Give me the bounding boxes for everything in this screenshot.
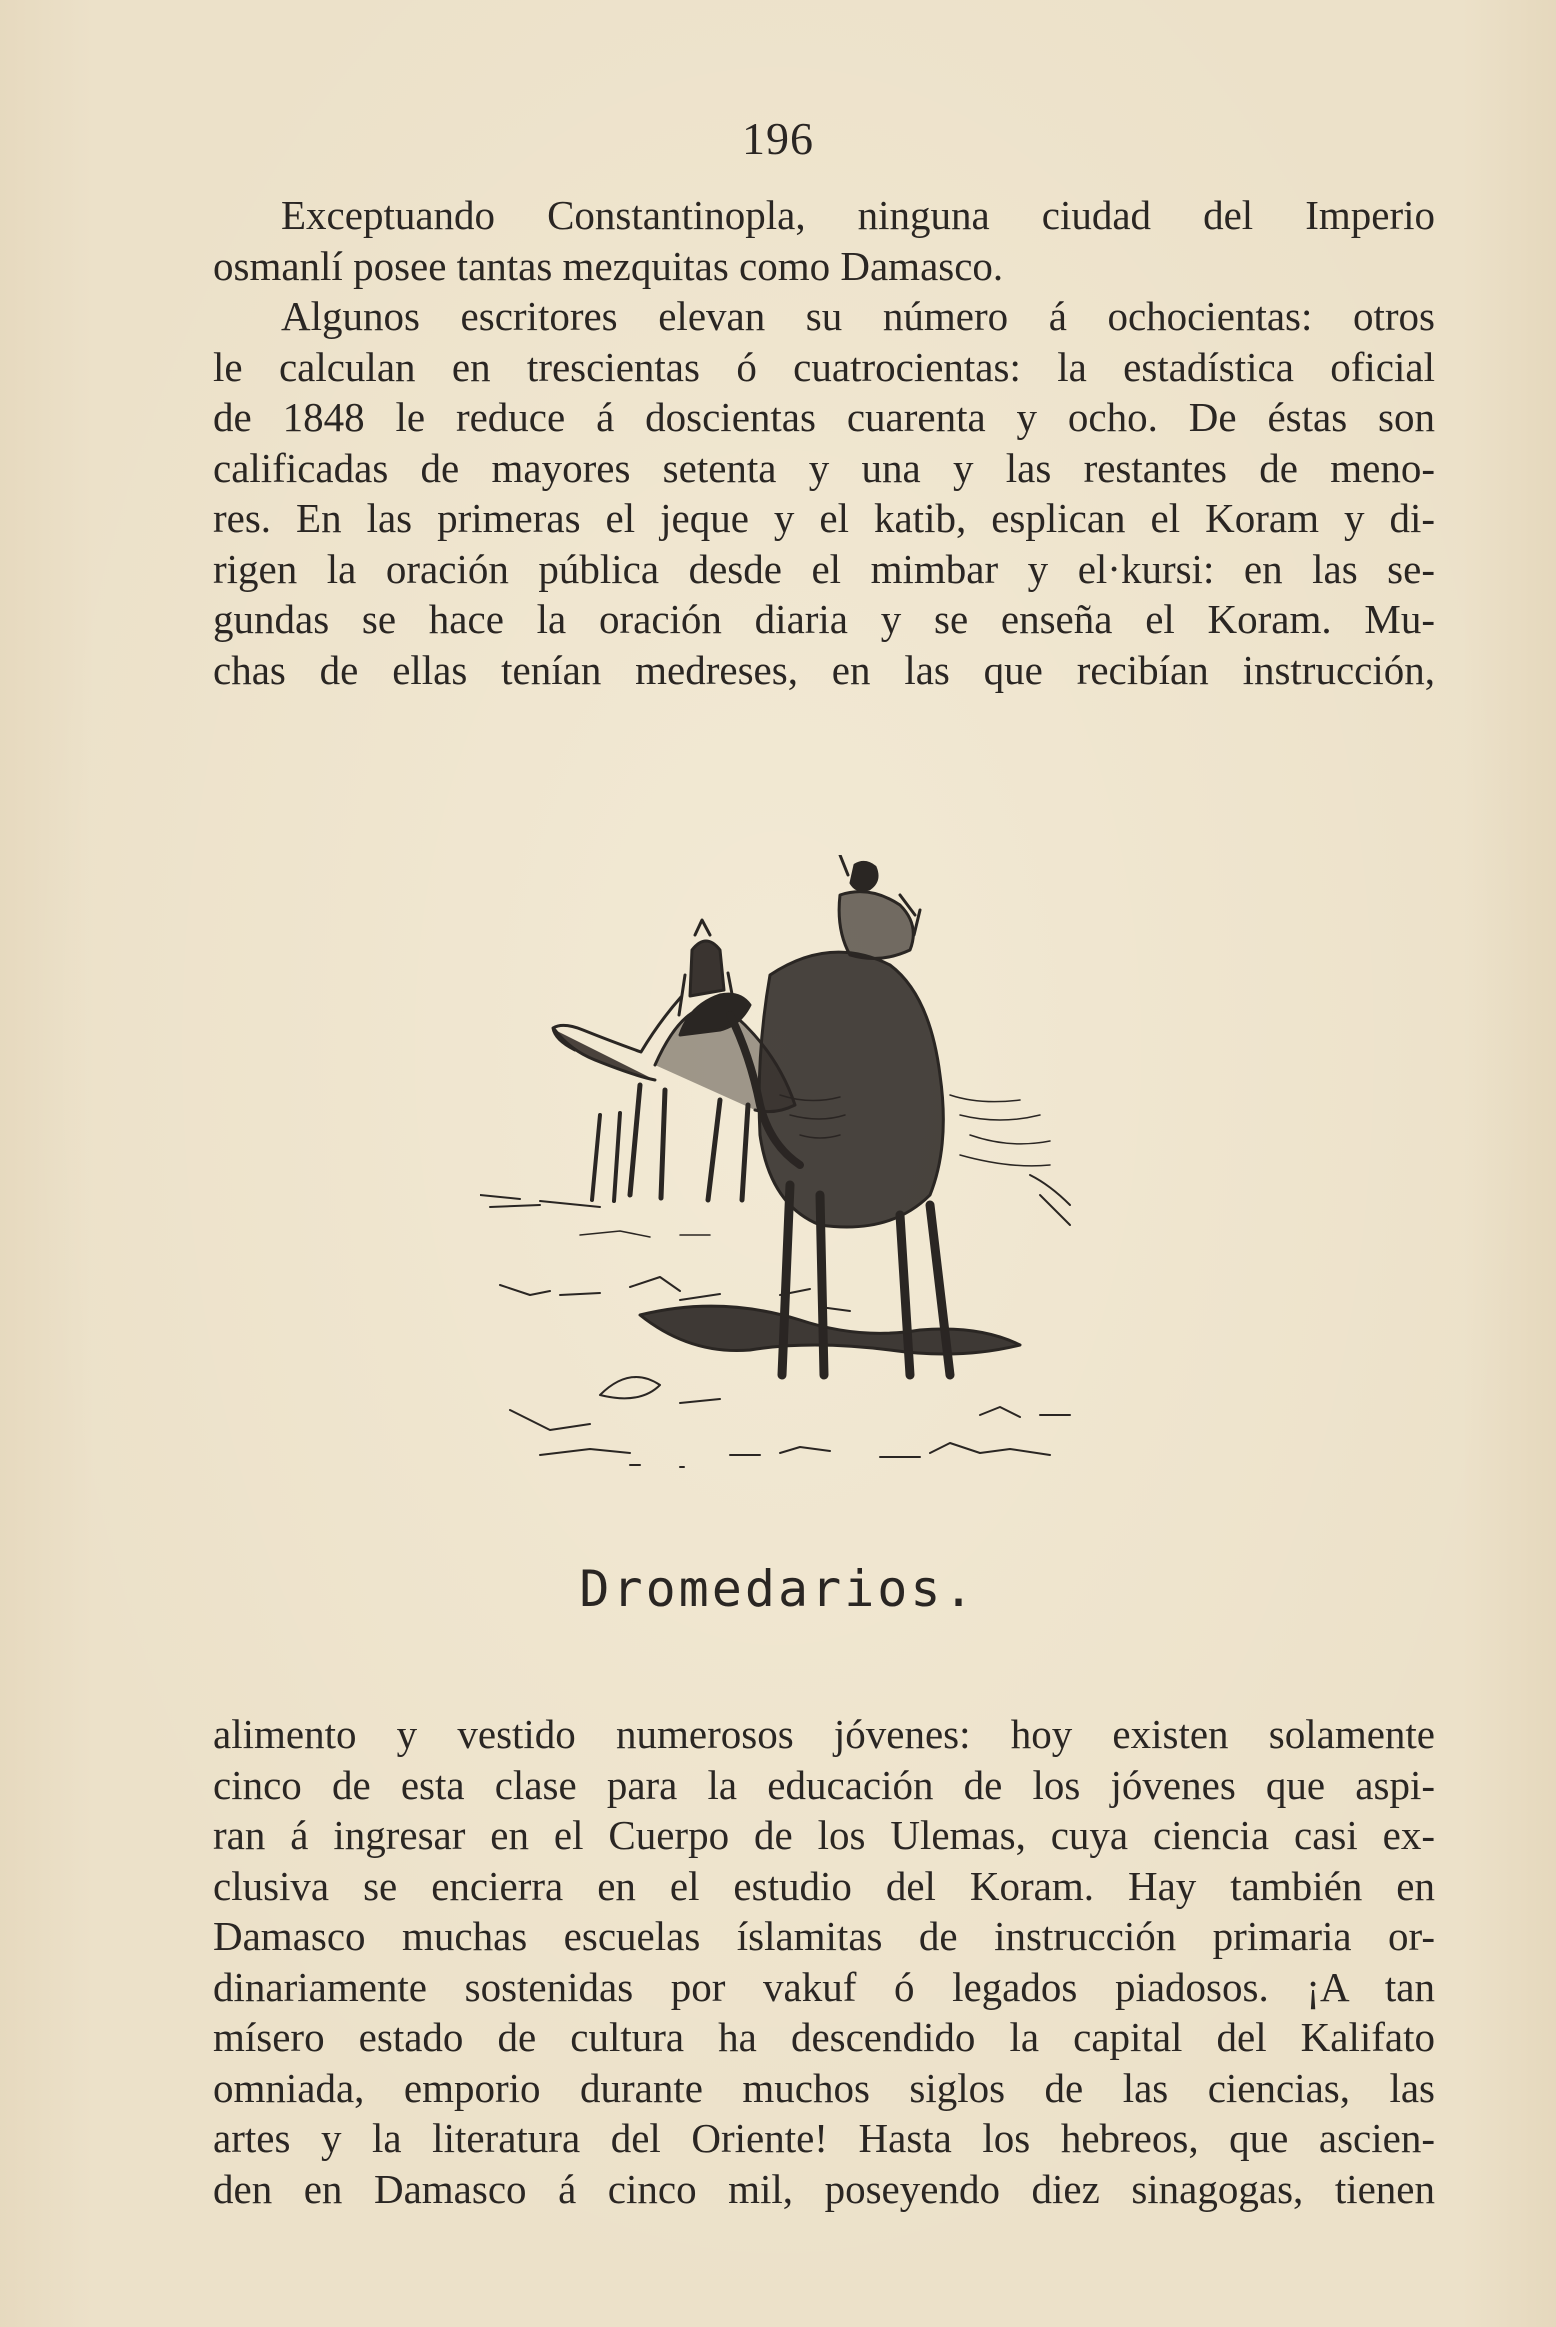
paragraph-3-line-8: omniada, emporio durante muchos siglos de las ciencias, las [213, 2064, 1435, 2111]
illustration-caption: Dromedarios. [579, 1560, 977, 1618]
text-block-top [213, 190, 1435, 695]
paragraph-3-line-1: alimento y vestido numerosos jóvenes: hoy existen solamente [213, 1711, 1435, 1757]
paragraph-3-line-3: ran á ingresar en el Cuerpo de los Ulemas, cuya ciencia casi ex- [213, 1812, 1435, 1858]
paragraph-3-line-6: dinariamente sostenidas por vakuf ó legados piadosos. ¡A tan [213, 1963, 1435, 2010]
paragraph-2-line-2: le calculan en trescientas ó cuatrocientas: la estadística oficial [213, 343, 1435, 390]
paragraph-2-line-4: calificadas de mayores setenta y una y las restantes de meno- [213, 444, 1435, 491]
paragraph-3-line-9: artes y la literatura del Oriente! Hasta los hebreos, que ascien- [213, 2115, 1435, 2161]
paragraph-3-line-5: Damasco muchas escuelas íslamitas de instrucción primaria or- [213, 1913, 1435, 1959]
paragraph-2-line-7: gundas se hace la oración diaria y se enseña el Koram. Mu- [213, 596, 1435, 642]
paragraph-2-line-1: Algunos escritores elevan su número á ochocientas: otros [281, 293, 1435, 339]
paragraph-2-line-3: de 1848 le reduce á doscientas cuarenta y ocho. De éstas son [213, 394, 1435, 440]
text-block-bottom [213, 1709, 1435, 2214]
paragraph-3-line-2: cinco de esta clase para la educación de los jóvenes que aspi- [213, 1761, 1435, 1808]
dromedaries-illustration [480, 855, 1280, 1515]
paragraph-2-line-5: res. En las primeras el jeque y el katib, esplican el Koram y di- [213, 495, 1435, 541]
page-number: 196 [742, 113, 814, 164]
paragraph-3-line-7: mísero estado de cultura ha descendido la capital del Kalifato [213, 2014, 1435, 2060]
paragraph-2-line-6: rigen la oración pública desde el mimbar y el·kursi: en las se- [213, 545, 1435, 592]
paragraph-3-line-10: den en Damasco á cinco mil, poseyendo diez sinagogas, tienen [213, 2165, 1435, 2212]
paragraph-3-line-4: clusiva se encierra en el estudio del Koram. Hay también en [213, 1862, 1435, 1909]
paragraph-1-line-2: osmanlí posee tantas mezquitas como Damasco. [213, 242, 1004, 289]
paragraph-1-line-1: Exceptuando Constantinopla, ninguna ciudad del Imperio [281, 192, 1435, 238]
paragraph-2-line-8: chas de ellas tenían medreses, en las que recibían instrucción, [213, 646, 1435, 693]
